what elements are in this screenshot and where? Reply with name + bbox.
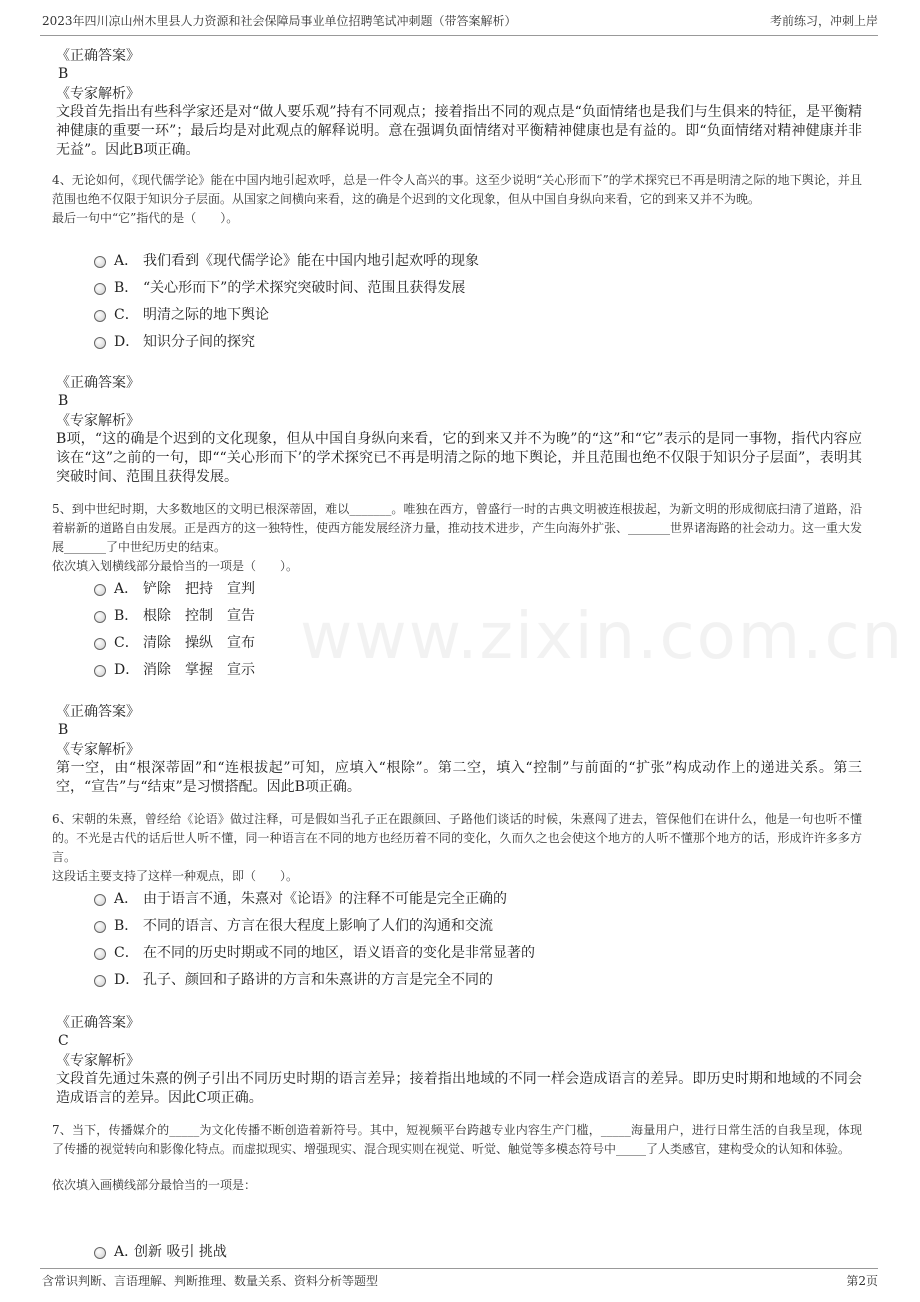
option-text: 孔子、颜回和子路讲的方言和朱熹讲的方言是完全不同的 — [143, 972, 493, 988]
question-text: 7、当下，传播媒介的_____为文化传播不断创造着新符号。其中，短视频平台跨越专业内容生产门槛，_____海量用户，进行日常生活的自我呈现，体现了传播的视觉转向和影像化特点。而虚拟现实、增强现实、混合现实则在视觉、听觉、触觉等多模态符号中_____了人类感官，建构受众的认知和体验。 — [52, 1123, 862, 1156]
q6-section — [52, 810, 862, 886]
page-number: 第2页 — [846, 1274, 878, 1288]
analysis-label: 《专家解析》 — [56, 742, 140, 758]
question-prompt: 最后一句中“它”指代的是（ ）。 — [52, 211, 239, 225]
option-letter: A． — [114, 253, 139, 269]
analysis-text: 文段首先通过朱熹的例子引出不同历史时期的语言差异；接着指出地域的不同一样会造成语言的差异。即历史时期和地域的不同会造成语言的差异。因此C项正确。 — [56, 1071, 862, 1106]
header-slogan: 考前练习，冲刺上岸 — [769, 14, 878, 28]
option-letter: A． — [114, 1244, 139, 1260]
radio-icon[interactable] — [94, 638, 106, 650]
analysis-label: 《专家解析》 — [56, 413, 140, 429]
option-letter: D． — [114, 972, 140, 988]
radio-icon[interactable] — [94, 310, 106, 322]
option-text: 铲除 把持 宣判 — [143, 581, 255, 597]
option-text: “关心形而下”的学术探究突破时间、范围且获得发展 — [143, 280, 466, 296]
radio-icon[interactable] — [94, 948, 106, 960]
q7-section — [52, 1121, 862, 1195]
analysis-text: 文段首先指出有些科学家还是对“做人要乐观”持有不同观点；接着指出不同的观点是“负面情绪也是我们与生俱来的特征，是平衡精神健康的重要一环”；最后均是对此观点的解释说明。意在强调负面情绪对平衡精神健康也是有益的。即“负面情绪对精神健康并非无益”。因此B项正确。 — [56, 104, 862, 158]
q6-answer-section — [56, 1014, 862, 1108]
document-title: 2023年四川凉山州木里县人力资源和社会保障局事业单位招聘笔试冲刺题（带答案解析） — [42, 14, 517, 28]
footer-note: 含常识判断、言语理解、判断推理、数量关系、资料分析等题型 — [42, 1274, 379, 1288]
option-text: 不同的语言、方言在很大程度上影响了人们的沟通和交流 — [143, 918, 493, 934]
option-letter: A． — [114, 581, 139, 597]
question-prompt: 依次填入画横线部分最恰当的一项是： — [52, 1178, 257, 1192]
radio-icon[interactable] — [94, 894, 106, 906]
option-letter: B． — [114, 280, 139, 296]
option-letter: D． — [114, 334, 140, 350]
analysis-text: B项，“这的确是个迟到的文化现象，但从中国自身纵向来看，它的到来又并不为晚”的“这”和“它”表示的是同一事物，指代内容应该在“这”之前的一句，即““关心形而下’的学术探究已不再是明清之际的地下舆论，并且范围也绝不仅限于知识分子层面”，表明其突破时间、范围且获得发展。 — [56, 431, 862, 485]
option-text: 创新 吸引 挑战 — [134, 1244, 227, 1260]
question-text: 6、宋朝的朱熹，曾经给《论语》做过注释，可是假如当孔子正在跟颜回、子路他们谈话的时候，朱熹闯了进去，管保他们在讲什么，他是一句也听不懂的。不光是古代的话后世人听不懂，同一种语言在不同的地方也经历着不同的变化，久而久之也会使这个地方的人听不懂那个地方的话，形成许许多多方言。 — [52, 812, 862, 864]
analysis-text: 第一空，由“根深蒂固”和“连根拔起”可知，应填入“根除”。第二空，填入“控制”与前面的“扩张”构成动作上的递进关系。第三空，“宣告”与“结束”是习惯搭配。因此B项正确。 — [56, 760, 862, 795]
option-letter: C． — [114, 635, 139, 651]
answer-label: 《正确答案》 — [56, 704, 140, 720]
option-letter: A． — [114, 891, 139, 907]
q4-answer-section — [56, 374, 862, 487]
option-text: 根除 控制 宣告 — [143, 608, 255, 624]
question-prompt: 这段话主要支持了这样一种观点，即（ ）。 — [52, 869, 299, 883]
option-letter: D． — [114, 662, 140, 678]
analysis-label: 《专家解析》 — [56, 1053, 140, 1069]
radio-icon[interactable] — [94, 611, 106, 623]
option-letter: B． — [114, 918, 139, 934]
option-letter: B． — [114, 608, 139, 624]
q4-section — [52, 171, 862, 228]
answer-label: 《正确答案》 — [56, 48, 140, 64]
option-letter: C． — [114, 307, 139, 323]
option-text: 由于语言不通，朱熹对《论语》的注释不可能是完全正确的 — [143, 891, 507, 907]
option-text: 消除 掌握 宣示 — [143, 662, 255, 678]
analysis-label: 《专家解析》 — [56, 86, 140, 102]
radio-icon[interactable] — [94, 337, 106, 349]
answer-label: 《正确答案》 — [56, 1015, 140, 1031]
radio-icon[interactable] — [94, 584, 106, 596]
radio-icon[interactable] — [94, 975, 106, 987]
q3-answer-section — [56, 47, 862, 160]
question-prompt: 依次填入划横线部分最恰当的一项是（ ）。 — [52, 559, 299, 573]
option-text: 知识分子间的探究 — [143, 334, 255, 350]
answer-value: B — [58, 722, 69, 738]
radio-icon[interactable] — [94, 921, 106, 933]
answer-label: 《正确答案》 — [56, 375, 140, 391]
option-text: 在不同的历史时期或不同的地区，语义语音的变化是非常显著的 — [143, 945, 535, 961]
page-header — [40, 10, 878, 36]
radio-icon[interactable] — [94, 256, 106, 268]
answer-value: B — [58, 66, 69, 82]
radio-icon[interactable] — [94, 665, 106, 677]
question-text: 5、到中世纪时期，大多数地区的文明已根深蒂固，难以_______。唯独在西方，曾盛行一时的古典文明被连根拔起，为新文明的形成彻底扫清了道路，沿着崭新的道路自由发展。正是西方的这一独特性，使西方能发展经济力量，推动技术进步，产生向海外扩张、_______世界诸海路的社会动力。这一重大发展_______了中世纪历史的结束。 — [52, 502, 863, 554]
radio-icon[interactable] — [94, 283, 106, 295]
option-letter: C． — [114, 945, 139, 961]
option-text: 清除 操纵 宣布 — [143, 635, 255, 651]
watermark: www.zixin.com.cn — [300, 600, 905, 674]
question-text: 4、无论如何，《现代儒学论》能在中国内地引起欢呼，总是一件令人高兴的事。这至少说明“关心形而下”的学术探究已不再是明清之际的地下舆论，并且范围也绝不仅限于知识分子层面。从国家之间横向来看，这的确是个迟到的文化现象，但从中国自身纵向来看，它的到来又并不为晚。 — [52, 173, 862, 206]
answer-value: B — [58, 393, 69, 409]
page-footer — [40, 1268, 878, 1292]
option-text: 明清之际的地下舆论 — [143, 307, 269, 323]
q5-answer-section — [56, 703, 862, 797]
q5-section — [52, 500, 862, 576]
option-text: 我们看到《现代儒学论》能在中国内地引起欢呼的现象 — [143, 253, 479, 269]
radio-icon[interactable] — [94, 1247, 106, 1259]
answer-value: C — [58, 1033, 69, 1049]
